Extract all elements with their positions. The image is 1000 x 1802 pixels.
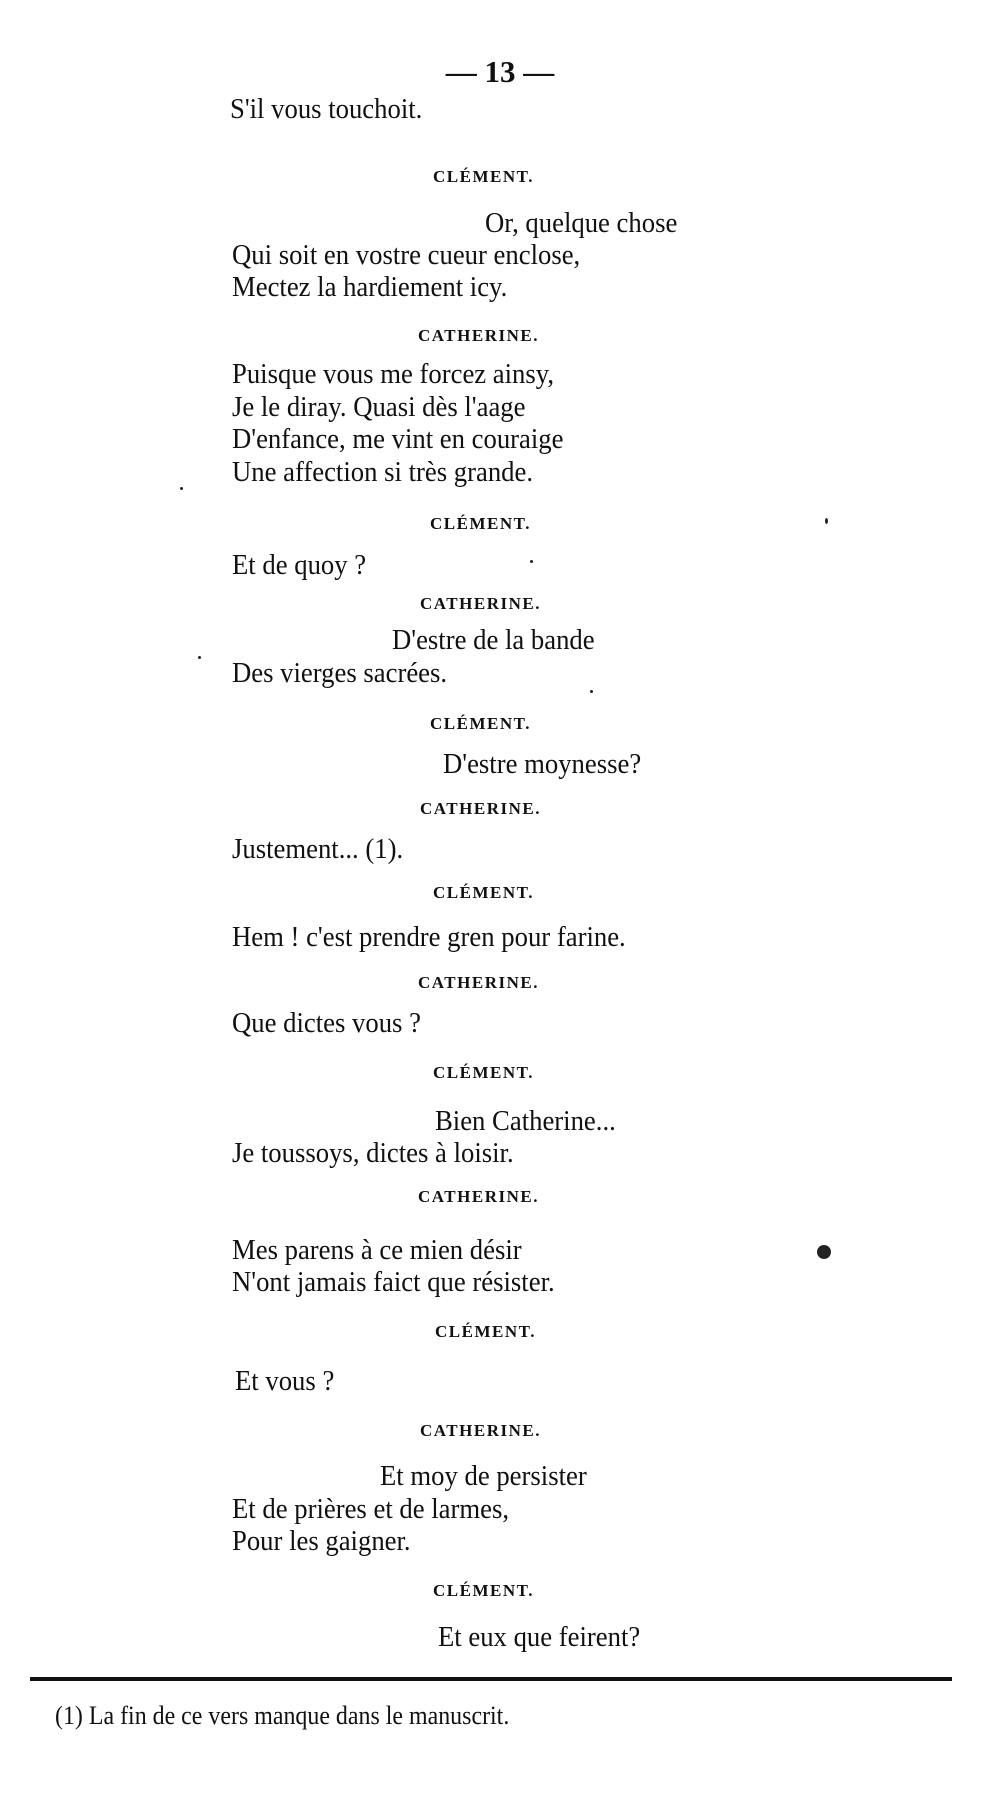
speaker-name: CATHERINE. — [418, 973, 539, 992]
speaker-name: CLÉMENT. — [430, 514, 531, 533]
verse-line: Des vierges sacrées. — [232, 657, 448, 689]
verse-line: Que dictes vous ? — [232, 1007, 421, 1039]
speaker-name: CLÉMENT. — [433, 167, 534, 186]
verse-line: Hem ! c'est prendre gren pour farine. — [232, 921, 626, 953]
verse-line: D'enfance, me vint en couraige — [232, 423, 564, 455]
verse-line: Justement... (1). — [232, 833, 404, 865]
verse-line: Je le diray. Quasi dès l'aage — [232, 391, 526, 423]
verse-line: Une affection si très grande. — [232, 456, 534, 488]
verse-line: N'ont jamais faict que résister. — [232, 1266, 555, 1298]
verse-line: Et de prières et de larmes, — [232, 1493, 510, 1525]
verse-line: Bien Catherine... — [435, 1105, 616, 1137]
verse-line: Or, quelque chose — [485, 207, 678, 239]
ink-spot — [198, 656, 201, 659]
verse-line: D'estre moynesse? — [443, 748, 642, 780]
verse-line: Et moy de persister — [380, 1460, 587, 1492]
ink-spot — [180, 487, 183, 490]
verse-line: Et eux que feirent? — [438, 1621, 641, 1653]
speaker-name: CLÉMENT. — [433, 883, 534, 902]
speaker-name: CATHERINE. — [420, 1421, 541, 1440]
ink-spot — [825, 518, 828, 524]
speaker-name: CATHERINE. — [418, 1187, 539, 1206]
ink-spot — [590, 690, 593, 693]
verse-line: Je toussoys, dictes à loisir. — [232, 1137, 514, 1169]
footnote-rule — [30, 1677, 952, 1681]
verse-line: Mectez la hardiement icy. — [232, 271, 508, 303]
verse-line: D'estre de la bande — [392, 624, 595, 656]
verse-line: Pour les gaigner. — [232, 1525, 411, 1557]
page-number: — 13 — — [445, 54, 555, 89]
verse-line: Et de quoy ? — [232, 549, 367, 581]
speaker-name: CLÉMENT. — [433, 1581, 534, 1600]
speaker-name: CLÉMENT. — [435, 1322, 536, 1341]
ink-spot — [530, 560, 533, 563]
verse-line: Puisque vous me forcez ainsy, — [232, 358, 555, 390]
verse-line: S'il vous touchoit. — [230, 93, 423, 125]
ink-spot — [817, 1245, 831, 1259]
speaker-name: CLÉMENT. — [430, 714, 531, 733]
verse-line: Et vous ? — [235, 1365, 335, 1397]
speaker-name: CATHERINE. — [420, 594, 541, 613]
footnote: (1) La fin de ce vers manque dans le manuscrit. — [55, 1701, 510, 1730]
speaker-name: CLÉMENT. — [433, 1063, 534, 1082]
verse-line: Qui soit en vostre cueur enclose, — [232, 239, 581, 271]
verse-line: Mes parens à ce mien désir — [232, 1234, 522, 1266]
speaker-name: CATHERINE. — [418, 326, 539, 345]
speaker-name: CATHERINE. — [420, 799, 541, 818]
